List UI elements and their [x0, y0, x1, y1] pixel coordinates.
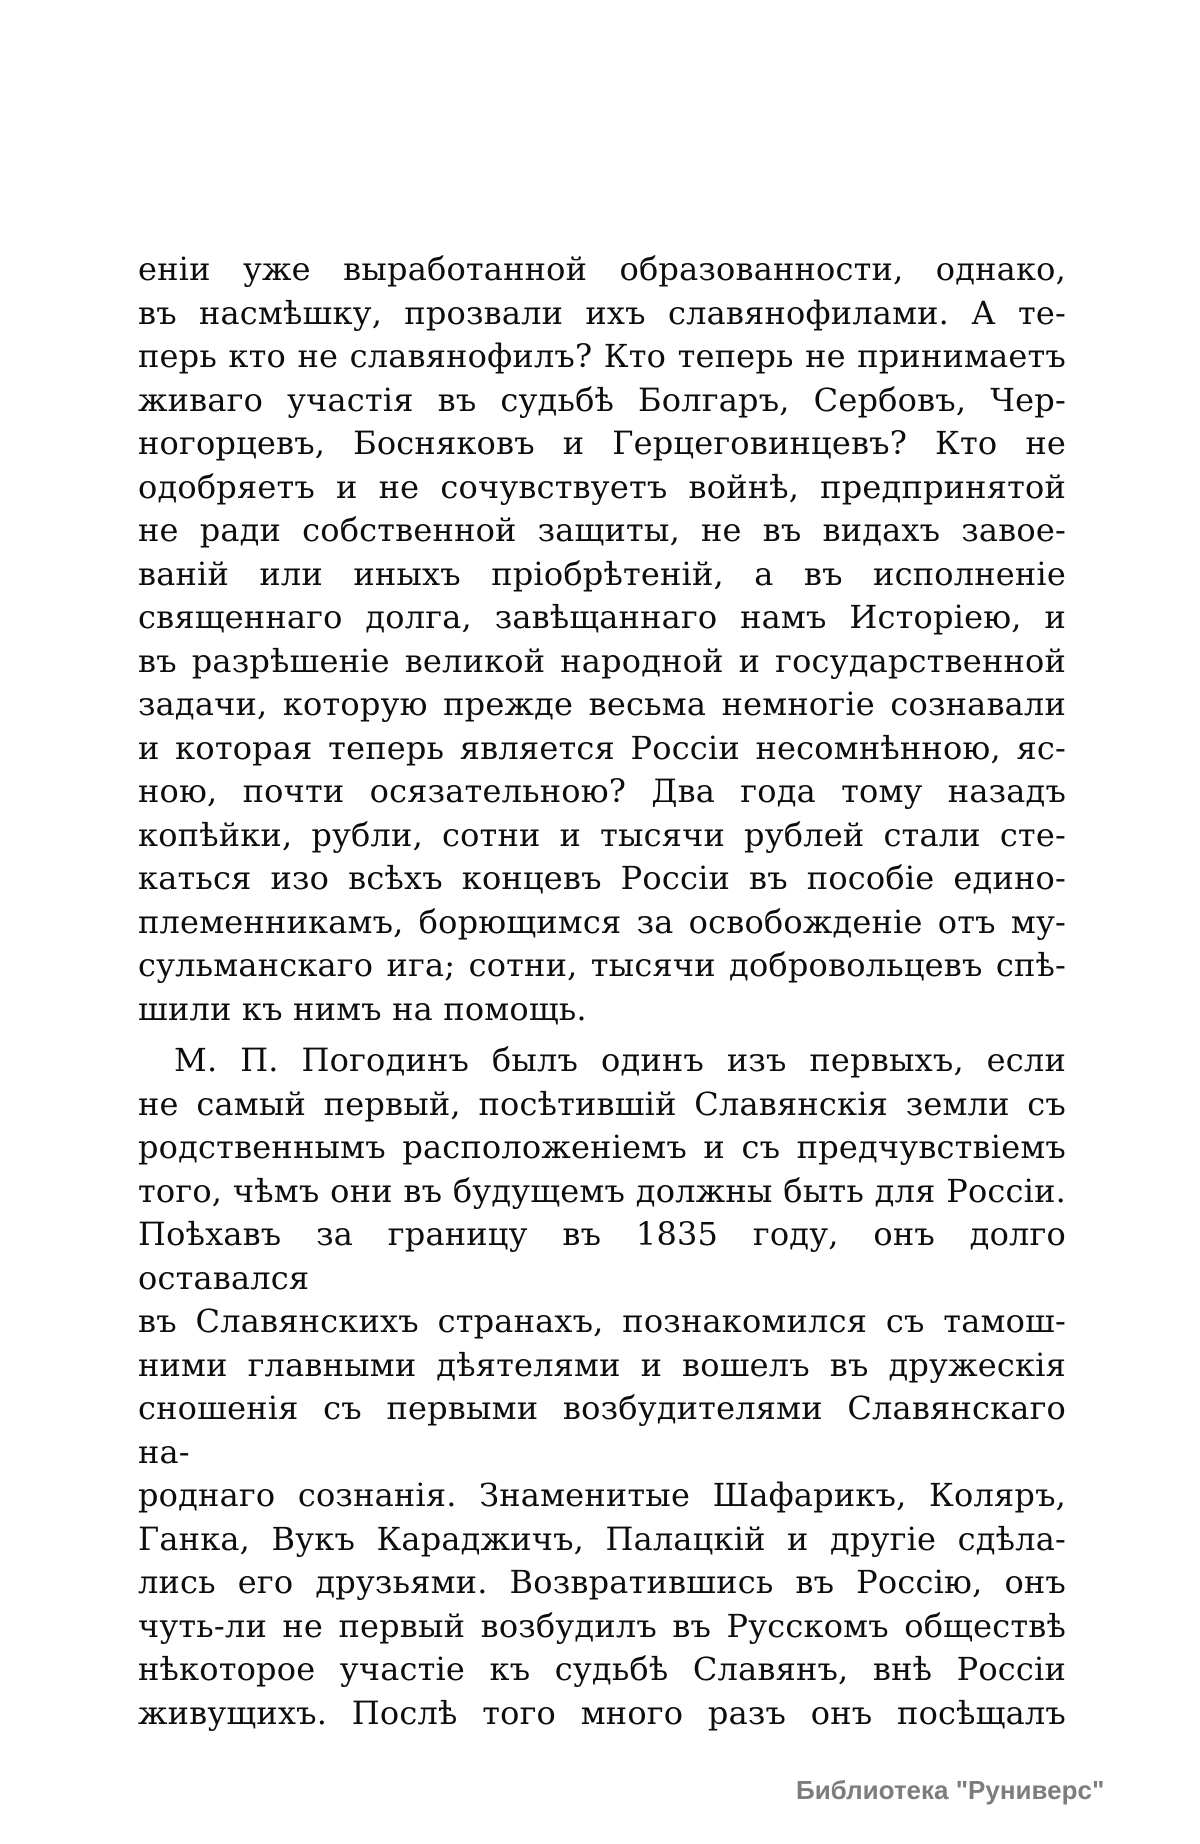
text-line: не ради собственной защиты, не въ видахъ завое-	[138, 511, 1066, 549]
text-line: М. П. Погодинъ былъ одинъ изъ первыхъ, если	[174, 1041, 1066, 1079]
text-line: Ганка, Вукъ Караджичъ, Палацкій и другіе сдѣла-	[138, 1519, 1066, 1558]
text-line: въ разрѣшеніе великой народной и государственной	[138, 641, 1066, 680]
text-line: чуть-ли не первый возбудилъ въ Русскомъ обществѣ	[138, 1606, 1066, 1645]
text-line: того, чѣмъ они въ будущемъ должны быть для Россіи.	[138, 1171, 1066, 1210]
text-line: сношенія съ первыми возбудителями Славянскаго на-	[138, 1389, 1066, 1471]
text-line: копѣйки, рубли, сотни и тысячи рублей стали сте-	[138, 815, 1066, 854]
text-line: священнаго долга, завѣщаннаго намъ Исторіею, и	[138, 598, 1066, 636]
text-line: Поѣхавъ за границу въ 1835 году, онъ долго оставался	[138, 1215, 1066, 1297]
text-line: лись его друзьями. Возвратившись въ Россію, онъ	[138, 1563, 1066, 1601]
text-line: задачи, которую прежде весьма немногіе сознавали	[138, 685, 1066, 723]
text-block	[138, 248, 1066, 1735]
text-line: живущихъ. Послѣ того много разъ онъ посѣщалъ	[138, 1693, 1066, 1732]
watermark-runivers-label: Библиотека "Руниверс"	[796, 1775, 1105, 1805]
text-line: роднаго сознанія. Знаменитые Шафарикъ, Коляръ,	[138, 1476, 1066, 1514]
paragraph-1	[138, 248, 1066, 1031]
text-line: живаго участія въ судьбѣ Болгаръ, Сербовъ, Чер-	[138, 380, 1066, 419]
text-line: въ насмѣшку, прозвали ихъ славянофилами. А те-	[138, 293, 1066, 332]
text-line: ною, почти осязательною? Два года тому назадъ	[138, 772, 1066, 810]
text-line: одобряетъ и не сочувствуетъ войнѣ, предпринятой	[138, 467, 1066, 506]
text-line: и которая теперь является Россіи несомнѣнною, яс-	[138, 728, 1066, 767]
text-line: перь кто не славянофилъ? Кто теперь не принимаетъ	[138, 337, 1066, 375]
paragraph-2	[138, 1039, 1066, 1735]
text-line: ними главными дѣятелями и вошелъ въ дружескія	[138, 1345, 1066, 1384]
text-line: каться изо всѣхъ концевъ Россіи въ пособіе едино-	[138, 859, 1066, 897]
text-line: еніи уже выработанной образованности, однако,	[138, 250, 1066, 288]
text-line: не самый первый, посѣтившій Славянскія земли съ	[138, 1084, 1066, 1123]
text-line: шили къ нимъ на помощь.	[138, 989, 587, 1028]
text-line: родственнымъ расположеніемъ и съ предчувствіемъ	[138, 1128, 1066, 1166]
text-line: племенникамъ, борющимся за освобожденіе отъ му-	[138, 902, 1066, 941]
text-line: сульманскаго ига; сотни, тысячи добровольцевъ спѣ-	[138, 946, 1066, 984]
text-line: ногорцевъ, Босняковъ и Герцеговинцевъ? Кто не	[138, 424, 1066, 462]
text-line: въ Славянскихъ странахъ, познакомился съ тамош-	[138, 1302, 1066, 1340]
text-line: ваній или иныхъ пріобрѣтеній, а въ исполненіе	[138, 554, 1066, 593]
text-line: нѣкоторое участіе къ судьбѣ Славянъ, внѣ Россіи	[138, 1650, 1066, 1688]
